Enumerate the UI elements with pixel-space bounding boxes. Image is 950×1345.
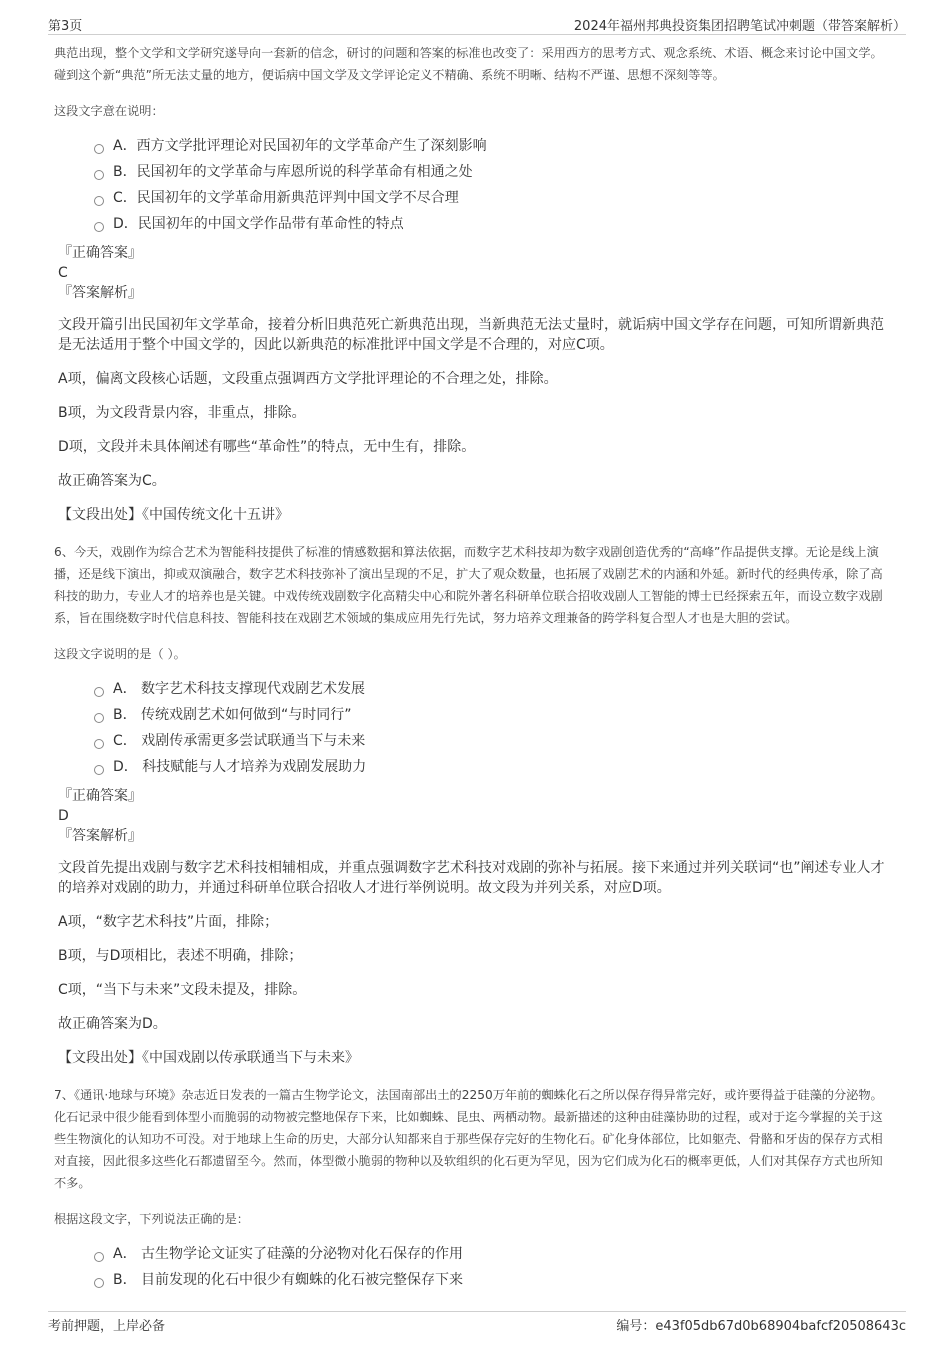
q6-answer: D <box>58 808 69 824</box>
q7-passage: 7、《通讯·地球与环境》杂志近日发表的一篇古生物学论文，法国南部出土的2250万年前的蜘蛛化石之所以保存得异常完好，或许要得益于硅藻的分泌物。化石记录中很少能看到体型小而脆弱的动物被完整地保存下来，比如蜘蛛、昆虫、两栖动物。最新描述的这种由硅藻协助的过程，或对于迄今掌握的关于这些生物演化的认知功不可没。对于地球上生命的历史，大部分认知都来自于那些保存完好的生物化石。矿化身体部位，比如躯壳、骨骼和牙齿的保存方式相对直接，因此很多这些化石都遗留至今。然而，体型微小脆弱的物种以及软组织的化石更为罕见，因为它们成为化石的概率更低，人们对其保存方式也所知不多。 <box>54 1088 883 1190</box>
q5-passage: 典范出现，整个文学和文学研究遂导向一套新的信念，研讨的问题和答案的标准也改变了：采用西方的思考方式、观念系统、术语、概念来讨论中国文学。碰到这个新“典范”所无法丈量的地方，便诟病中国文学及文学评论定义不精确、系统不明晰、结构不严谨、思想不深刻等等。 <box>54 46 883 82</box>
q5-option-a[interactable]: A．西方文学批评理论对民国初年的文学革命产生了深刻影响 <box>94 133 892 159</box>
q5-answer: C <box>58 265 68 281</box>
radio-icon[interactable] <box>94 144 104 154</box>
q6-option-d[interactable]: D． 科技赋能与人才培养为戏剧发展助力 <box>94 754 892 780</box>
q5-prompt: 这段文字意在说明： <box>54 104 164 118</box>
document-title: 2024年福州邦典投资集团招聘笔试冲刺题（带答案解析） <box>573 19 906 34</box>
q5-option-d[interactable]: D．民国初年的中国文学作品带有革命性的特点 <box>94 211 892 237</box>
q6-prompt: 这段文字说明的是（ ）。 <box>54 647 186 661</box>
q6-answer-label: 『正确答案』 <box>58 788 142 804</box>
page-footer <box>48 1311 906 1336</box>
q6-analysis-label: 『答案解析』 <box>58 828 142 844</box>
q5-analysis-label: 『答案解析』 <box>58 285 142 301</box>
q6-options <box>94 676 892 780</box>
q6-analysis-conclusion: 故正确答案为D。 <box>58 1016 167 1032</box>
q6-option-b[interactable]: B． 传统戏剧艺术如何做到“与时同行” <box>94 702 892 728</box>
q6-option-a[interactable]: A． 数字艺术科技支撑现代戏剧艺术发展 <box>94 676 892 702</box>
radio-icon[interactable] <box>94 1252 104 1262</box>
q5-option-b[interactable]: B．民国初年的文学革命与库恩所说的科学革命有相通之处 <box>94 159 892 185</box>
q5-source: 【文段出处】《中国传统文化十五讲》 <box>58 507 289 523</box>
footer-slogan: 考前押题，上岸必备 <box>48 1319 166 1334</box>
radio-icon[interactable] <box>94 196 104 206</box>
footer-doc-id: 编号：e43f05db67d0b68904bafcf20508643c <box>616 1319 906 1334</box>
q7-options <box>94 1241 892 1293</box>
radio-icon[interactable] <box>94 713 104 723</box>
q5-analysis-conclusion: 故正确答案为C。 <box>58 473 166 489</box>
q5-options <box>94 133 892 237</box>
radio-icon[interactable] <box>94 222 104 232</box>
q6-passage: 6、今天，戏剧作为综合艺术为智能科技提供了标准的情感数据和算法依据，而数字艺术科技却为数字戏剧创造优秀的“高峰”作品提供支撑。无论是线上演播，还是线下演出，抑或双演融合，数字艺术科技弥补了演出呈现的不足，扩大了观众数量，也拓展了戏剧艺术的内涵和外延。新时代的经典传承，除了高科技的助力，专业人才的培养也是关键。中戏传统戏剧数字化高精尖中心和院外著名科研单位联合招收戏剧人工智能的博士已经探索五年，而设立数字戏剧系，旨在围绕数字时代信息科技、智能科技在戏剧艺术领域的集成应用先行先试，努力培养文理兼备的跨学科复合型人才也是大胆的尝试。 <box>54 545 883 625</box>
q6-source: 【文段出处】《中国戏剧以传承联通当下与未来》 <box>58 1050 359 1066</box>
radio-icon[interactable] <box>94 739 104 749</box>
page-header <box>48 12 906 35</box>
q6-analysis-b: B项，与D项相比，表述不明确，排除； <box>58 948 303 964</box>
q6-option-c[interactable]: C． 戏剧传承需更多尝试联通当下与未来 <box>94 728 892 754</box>
radio-icon[interactable] <box>94 687 104 697</box>
page-number: 第3页 <box>48 19 83 34</box>
q7-prompt: 根据这段文字，下列说法正确的是： <box>54 1212 249 1226</box>
q7-option-b[interactable]: B． 目前发现的化石中很少有蜘蛛的化石被完整保存下来 <box>94 1267 892 1293</box>
q7-option-a[interactable]: A． 古生物学论文证实了硅藻的分泌物对化石保存的作用 <box>94 1241 892 1267</box>
q6-analysis-a: A项，“数字艺术科技”片面，排除； <box>58 914 279 930</box>
q5-option-c[interactable]: C．民国初年的文学革命用新典范评判中国文学不尽合理 <box>94 185 892 211</box>
radio-icon[interactable] <box>94 1278 104 1288</box>
q6-analysis-c: C项，“当下与未来”文段未提及，排除。 <box>58 982 307 998</box>
q6-analysis-main: 文段首先提出戏剧与数字艺术科技相辅相成，并重点强调数字艺术科技对戏剧的弥补与拓展。接下来通过并列关联词“也”阐述专业人才的培养对戏剧的助力，并通过科研单位联合招收人才进行举例说明。故文段为并列关系，对应D项。 <box>58 860 885 896</box>
q5-analysis-main: 文段开篇引出民国初年文学革命，接着分析旧典范死亡新典范出现，当新典范无法丈量时，就诟病中国文学存在问题，可知所谓新典范是无法适用于整个中国文学的，因此以新典范的标准批评中国文学是不合理的，对应C项。 <box>58 317 884 353</box>
page-content <box>54 38 892 1293</box>
radio-icon[interactable] <box>94 765 104 775</box>
radio-icon[interactable] <box>94 170 104 180</box>
q5-answer-label: 『正确答案』 <box>58 245 142 261</box>
q5-analysis-b: B项，为文段背景内容，非重点，排除。 <box>58 405 306 421</box>
q5-analysis-a: A项，偏离文段核心话题，文段重点强调西方文学批评理论的不合理之处，排除。 <box>58 371 558 387</box>
q5-analysis-d: D项，文段并未具体阐述有哪些“革命性”的特点，无中生有，排除。 <box>58 439 476 455</box>
